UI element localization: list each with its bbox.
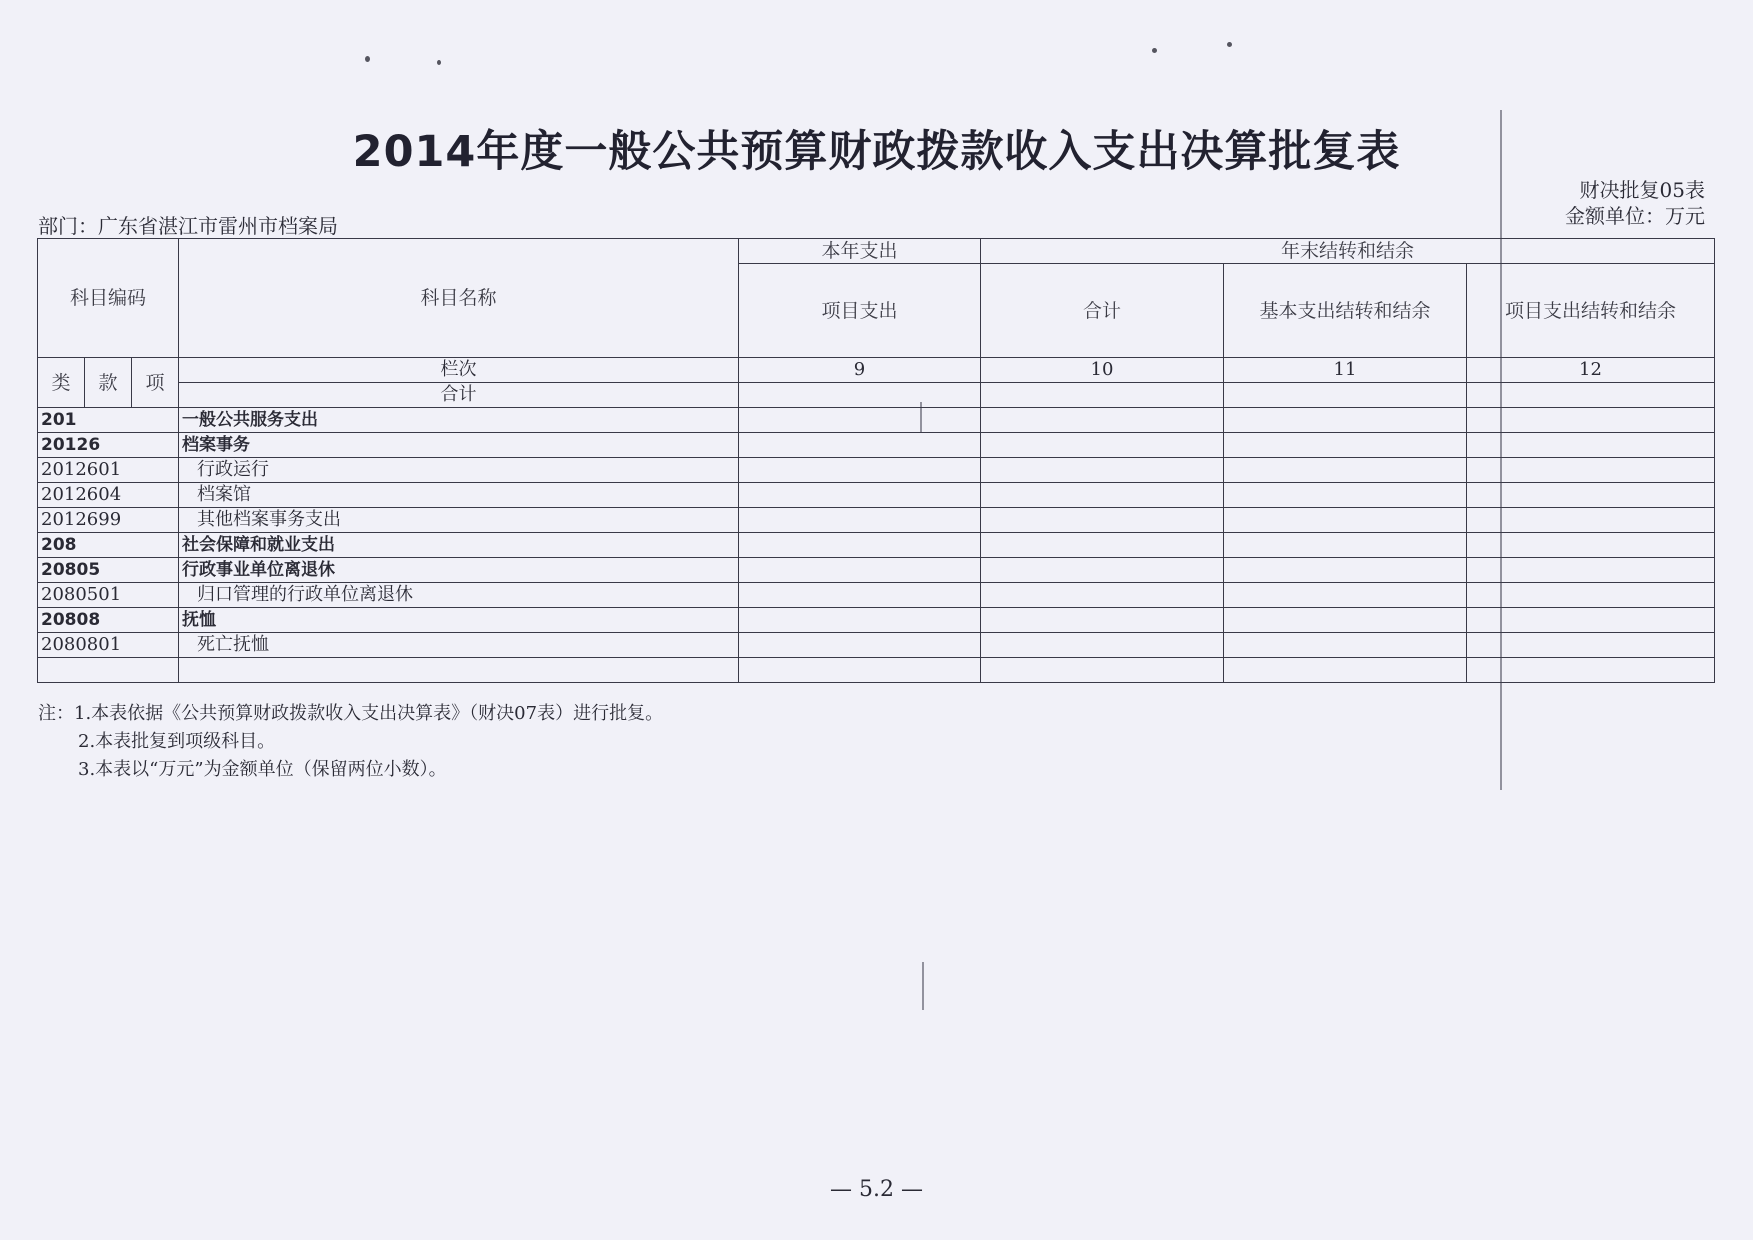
header-this-year: 本年支出 xyxy=(739,239,981,264)
header-name: 科目名称 xyxy=(179,239,739,358)
row-code: 20808 xyxy=(38,608,179,633)
header-code: 科目编码 xyxy=(38,239,179,358)
table-row xyxy=(38,433,1715,458)
row-code: 201 xyxy=(38,408,179,433)
row-name: 死亡抚恤 xyxy=(179,633,739,658)
header-total: 合计 xyxy=(981,264,1224,358)
scan-dot xyxy=(437,60,441,65)
row-name: 归口管理的行政单位离退休 xyxy=(179,583,739,608)
column-no-9: 9 xyxy=(739,358,981,383)
row-name: 档案事务 xyxy=(179,433,739,458)
column-number-row xyxy=(38,358,1715,383)
sum-label: 合计 xyxy=(179,383,739,408)
header-year-end: 年末结转和结余 xyxy=(981,239,1715,264)
table-row xyxy=(38,583,1715,608)
note-3: 3.本表以“万元”为金额单位（保留两位小数）。 xyxy=(78,759,447,780)
note-1: 注：1.本表依据《公共预算财政拨款收入支出决算表》（财决07表）进行批复。 xyxy=(38,703,664,724)
row-code: 2080501 xyxy=(38,583,179,608)
row-code: 2012699 xyxy=(38,508,179,533)
header-project-carry: 项目支出结转和结余 xyxy=(1467,264,1715,358)
row-name: 抚恤 xyxy=(179,608,739,633)
page-number: — 5.2 — xyxy=(830,1177,923,1202)
table-row xyxy=(38,458,1715,483)
scan-dot xyxy=(365,56,370,62)
row-name: 一般公共服务支出 xyxy=(179,408,739,433)
header-row-1 xyxy=(38,239,1715,264)
row-code: 2012601 xyxy=(38,458,179,483)
row-name: 行政运行 xyxy=(179,458,739,483)
row-code: 2012604 xyxy=(38,483,179,508)
row-code: 20805 xyxy=(38,558,179,583)
row-name: 社会保障和就业支出 xyxy=(179,533,739,558)
note-2: 2.本表批复到项级科目。 xyxy=(78,731,276,752)
page-title: 2014年度一般公共预算财政拨款收入支出决算批复表 xyxy=(352,127,1401,177)
row-code: 20126 xyxy=(38,433,179,458)
table-row xyxy=(38,533,1715,558)
department: 部门：广东省湛江市雷州市档案局 xyxy=(38,214,338,238)
header-lei: 类 xyxy=(38,358,85,408)
scan-dot xyxy=(1227,42,1232,47)
scan-dot xyxy=(1152,48,1157,53)
table-row xyxy=(38,483,1715,508)
scan-streak xyxy=(922,962,924,1010)
header-kuan: 款 xyxy=(85,358,132,408)
table-row xyxy=(38,408,1715,433)
row-name: 行政事业单位离退休 xyxy=(179,558,739,583)
header-project-exp: 项目支出 xyxy=(739,264,981,358)
row-code: 208 xyxy=(38,533,179,558)
notes xyxy=(38,700,663,784)
table-row xyxy=(38,608,1715,633)
column-no-label: 栏次 xyxy=(179,358,739,383)
budget-table xyxy=(37,238,1715,683)
row-name: 档案馆 xyxy=(179,483,739,508)
sum-row xyxy=(38,383,1715,408)
column-no-12: 12 xyxy=(1467,358,1715,383)
table-row xyxy=(38,633,1715,658)
column-no-10: 10 xyxy=(981,358,1224,383)
header-xiang: 项 xyxy=(132,358,179,408)
table-row xyxy=(38,508,1715,533)
table-row-empty xyxy=(38,658,1715,683)
row-code: 2080801 xyxy=(38,633,179,658)
amount-unit: 金额单位：万元 xyxy=(1565,204,1705,228)
column-no-11: 11 xyxy=(1224,358,1467,383)
row-name: 其他档案事务支出 xyxy=(179,508,739,533)
form-number: 财决批复05表 xyxy=(1579,178,1705,202)
table-row xyxy=(38,558,1715,583)
header-basic-carry: 基本支出结转和结余 xyxy=(1224,264,1467,358)
